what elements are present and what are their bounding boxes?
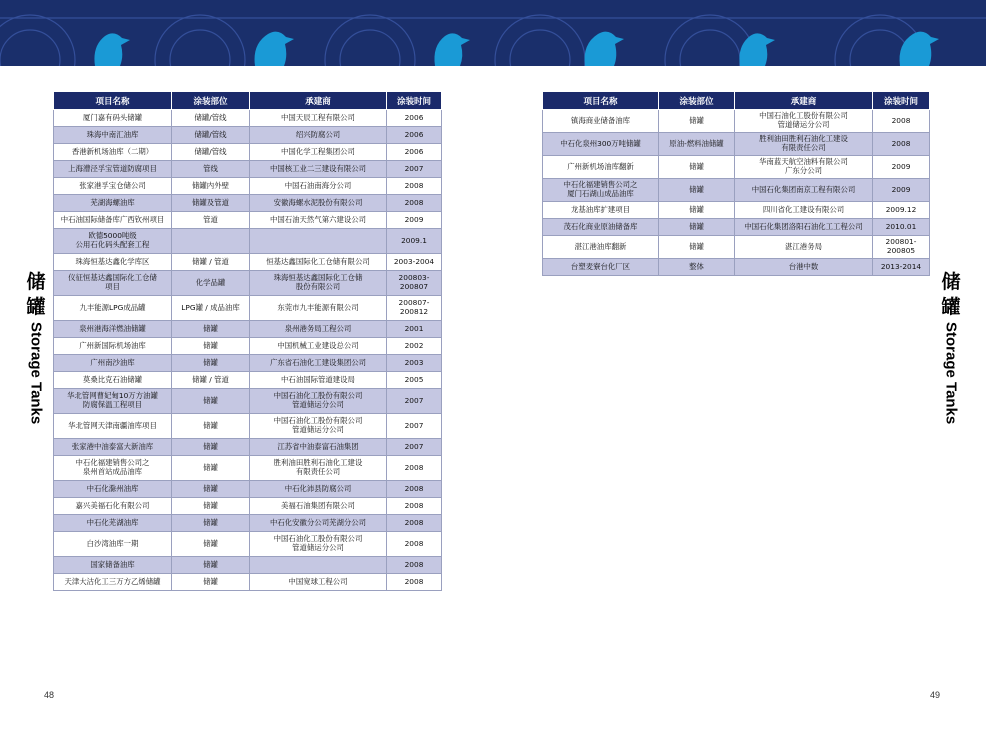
coating-time-cell: 2008	[873, 133, 930, 156]
coating-part-cell	[172, 229, 250, 254]
coating-part-cell: 储罐/管线	[172, 127, 250, 144]
coating-part-cell: 储罐	[172, 532, 250, 557]
coating-part-cell: 原油-燃料油储罐	[659, 133, 735, 156]
table-row	[543, 202, 930, 219]
coating-time-cell: 2006	[387, 110, 442, 127]
contractor-cell: 江苏省中油泰富石油集团	[250, 439, 387, 456]
project-name-cell: 台塑麦寮台化厂区	[543, 259, 659, 276]
table-row	[543, 219, 930, 236]
coating-time-cell: 2008	[387, 557, 442, 574]
col-header-contractor: 承建商	[735, 92, 873, 110]
side-title-zh: 储	[941, 271, 961, 293]
contractor-cell: 泉州港务局工程公司	[250, 321, 387, 338]
project-name-cell: 广州南沙油库	[54, 355, 172, 372]
contractor-cell: 安徽海螺水泥股份有限公司	[250, 195, 387, 212]
page-number-left: 48	[44, 690, 55, 700]
project-name-cell: 白沙湾油库一期	[54, 532, 172, 557]
coating-time-cell: 2009	[873, 179, 930, 202]
table-header-row	[54, 92, 442, 110]
coating-time-cell: 2002	[387, 338, 442, 355]
coating-part-cell: 储罐/管线	[172, 110, 250, 127]
coating-part-cell: 储罐/管线	[172, 144, 250, 161]
contractor-cell: 中国石油化工股份有限公司 管道储运分公司	[250, 389, 387, 414]
coating-part-cell: 储罐	[659, 179, 735, 202]
coating-time-cell: 2009	[387, 212, 442, 229]
right-project-table	[542, 91, 930, 276]
table-row	[54, 195, 442, 212]
coating-time-cell: 2008	[387, 481, 442, 498]
coating-part-cell: 储罐 / 管道	[172, 254, 250, 271]
table-row	[54, 338, 442, 355]
table-row	[54, 439, 442, 456]
contractor-cell: 中石化安徽分公司芜湖分公司	[250, 515, 387, 532]
project-name-cell: 莫桑比克石油储罐	[54, 372, 172, 389]
coating-time-cell: 2008	[387, 195, 442, 212]
contractor-cell	[250, 229, 387, 254]
coating-time-cell: 2008	[387, 456, 442, 481]
coating-time-cell: 2005	[387, 372, 442, 389]
project-name-cell: 中石化泉州300万吨储罐	[543, 133, 659, 156]
contractor-cell: 中国天辰工程有限公司	[250, 110, 387, 127]
table-row	[54, 498, 442, 515]
project-name-cell: 广州新机场油库翻新	[543, 156, 659, 179]
coating-time-cell: 2003	[387, 355, 442, 372]
coating-part-cell: 储罐	[172, 515, 250, 532]
table-row	[54, 574, 442, 591]
left-project-table	[53, 91, 442, 591]
project-name-cell: 广州新国际机场油库	[54, 338, 172, 355]
coating-time-cell: 2013-2014	[873, 259, 930, 276]
contractor-cell: 绍兴防腐公司	[250, 127, 387, 144]
project-name-cell: 嘉兴美福石化有限公司	[54, 498, 172, 515]
contractor-cell: 广东省石油化工建设集团公司	[250, 355, 387, 372]
coating-part-cell: 整体	[659, 259, 735, 276]
coating-time-cell: 2007	[387, 414, 442, 439]
table-row	[54, 456, 442, 481]
contractor-cell: 中国石油天然气第六建设公司	[250, 212, 387, 229]
contractor-cell: 中国石油化工股份有限公司 管道储运分公司	[250, 414, 387, 439]
col-header-contractor: 承建商	[250, 92, 387, 110]
coating-time-cell: 2008	[387, 574, 442, 591]
table-row	[543, 156, 930, 179]
table-row	[54, 321, 442, 338]
contractor-cell: 珠海恒基达鑫国际化工仓储 股份有限公司	[250, 271, 387, 296]
coating-part-cell: LPG罐 / 成品油库	[172, 296, 250, 321]
table-row	[543, 259, 930, 276]
coating-time-cell: 200801- 200805	[873, 236, 930, 259]
coating-part-cell: 储罐	[172, 481, 250, 498]
project-name-cell: 欧德5000吨级 公用石化码头配套工程	[54, 229, 172, 254]
col-header-project: 项目名称	[543, 92, 659, 110]
bird-pattern-graphic	[0, 0, 986, 66]
project-name-cell: 龙基油库扩建项目	[543, 202, 659, 219]
project-name-cell: 香港新机场油库（二期）	[54, 144, 172, 161]
coating-part-cell: 管线	[172, 161, 250, 178]
contractor-cell: 中国机械工业建设总公司	[250, 338, 387, 355]
header-banner	[0, 0, 986, 66]
coating-time-cell: 2007	[387, 161, 442, 178]
coating-time-cell: 2009.12	[873, 202, 930, 219]
coating-part-cell: 储罐	[172, 498, 250, 515]
coating-time-cell: 2006	[387, 144, 442, 161]
table-row	[543, 110, 930, 133]
table-row	[54, 532, 442, 557]
coating-time-cell: 2009.1	[387, 229, 442, 254]
contractor-cell: 胜利油田胜利石油化工建设 有限责任公司	[735, 133, 873, 156]
coating-time-cell: 2007	[387, 439, 442, 456]
coating-time-cell: 2009	[873, 156, 930, 179]
coating-part-cell: 储罐	[659, 219, 735, 236]
table-row	[54, 481, 442, 498]
coating-part-cell: 储罐	[172, 338, 250, 355]
page-number-right: 49	[930, 690, 941, 700]
contractor-cell: 华南蓝天航空油料有限公司 广东分公司	[735, 156, 873, 179]
table-row	[54, 389, 442, 414]
coating-part-cell: 储罐	[172, 355, 250, 372]
table-row	[54, 414, 442, 439]
project-name-cell: 珠海中南汇油库	[54, 127, 172, 144]
project-name-cell: 九丰能源LPG成品罐	[54, 296, 172, 321]
project-name-cell: 中石化福建销售公司之 厦门石湖山成品油库	[543, 179, 659, 202]
coating-time-cell: 2007	[387, 389, 442, 414]
side-title-en: Storage Tanks	[942, 322, 960, 425]
coating-time-cell: 2006	[387, 127, 442, 144]
project-name-cell: 泉州港海洋燃油储罐	[54, 321, 172, 338]
project-name-cell: 华北管网曹妃甸10万方油罐 防腐保温工程项目	[54, 389, 172, 414]
project-name-cell: 中石化滁州油库	[54, 481, 172, 498]
project-name-cell: 珠海恒基达鑫化学库区	[54, 254, 172, 271]
table-row	[54, 212, 442, 229]
table-row	[54, 144, 442, 161]
project-name-cell: 厦门嘉有码头储罐	[54, 110, 172, 127]
table-row	[54, 161, 442, 178]
coating-time-cell: 2008	[387, 515, 442, 532]
contractor-cell: 东莞市九丰能源有限公司	[250, 296, 387, 321]
col-header-time: 涂装时间	[387, 92, 442, 110]
table-header-row	[543, 92, 930, 110]
contractor-cell: 中国石化集团洛阳石油化工工程公司	[735, 219, 873, 236]
col-header-part: 涂装部位	[659, 92, 735, 110]
project-name-cell: 中石化福建销售公司之 泉州首站成品油库	[54, 456, 172, 481]
coating-time-cell: 2003-2004	[387, 254, 442, 271]
project-name-cell: 张家港孚宝仓储公司	[54, 178, 172, 195]
side-title-zh: 罐	[941, 296, 961, 318]
contractor-cell: 中国化学工程集团公司	[250, 144, 387, 161]
contractor-cell: 湛江港务局	[735, 236, 873, 259]
contractor-cell: 中国石油南海分公司	[250, 178, 387, 195]
table-row	[54, 296, 442, 321]
side-title-right	[938, 270, 964, 428]
table-row	[54, 254, 442, 271]
side-title-left	[23, 270, 49, 428]
side-title-zh: 罐	[26, 296, 46, 318]
table-row	[54, 178, 442, 195]
coating-time-cell: 2008	[387, 532, 442, 557]
coating-part-cell: 储罐	[172, 414, 250, 439]
col-header-project: 项目名称	[54, 92, 172, 110]
contractor-cell: 恒基达鑫国际化工仓储有限公司	[250, 254, 387, 271]
coating-part-cell: 储罐	[172, 574, 250, 591]
contractor-cell: 中石油国际管道建设局	[250, 372, 387, 389]
side-title-en: Storage Tanks	[27, 322, 45, 425]
coating-time-cell: 2010.01	[873, 219, 930, 236]
coating-part-cell: 储罐内外壁	[172, 178, 250, 195]
project-name-cell: 镇海商业储备油库	[543, 110, 659, 133]
project-name-cell: 湛江港油库翻新	[543, 236, 659, 259]
table-row	[543, 236, 930, 259]
coating-time-cell: 2008	[873, 110, 930, 133]
project-name-cell: 中石油国际储备库广西钦州项目	[54, 212, 172, 229]
contractor-cell: 台港中数	[735, 259, 873, 276]
coating-part-cell: 储罐	[172, 389, 250, 414]
project-name-cell: 天津大沽化工三万方乙烯储罐	[54, 574, 172, 591]
contractor-cell: 中国核工业二三建设有限公司	[250, 161, 387, 178]
coating-time-cell: 2008	[387, 178, 442, 195]
coating-time-cell: 2008	[387, 498, 442, 515]
project-name-cell: 张家港中油泰富大新油库	[54, 439, 172, 456]
coating-part-cell: 储罐 / 管道	[172, 372, 250, 389]
coating-time-cell: 2001	[387, 321, 442, 338]
contractor-cell: 中国石油化工股份有限公司 管道储运分公司	[250, 532, 387, 557]
project-name-cell: 茂石化商业原油储备库	[543, 219, 659, 236]
table-row	[54, 271, 442, 296]
coating-time-cell: 200803- 200807	[387, 271, 442, 296]
contractor-cell	[250, 557, 387, 574]
coating-part-cell: 储罐	[172, 321, 250, 338]
coating-part-cell: 储罐	[659, 156, 735, 179]
col-header-time: 涂装时间	[873, 92, 930, 110]
contractor-cell: 中国石化集团南京工程有限公司	[735, 179, 873, 202]
coating-part-cell: 储罐	[172, 557, 250, 574]
coating-part-cell: 化学品罐	[172, 271, 250, 296]
contractor-cell: 中国石油化工股份有限公司 管道储运分公司	[735, 110, 873, 133]
project-name-cell: 国家储备油库	[54, 557, 172, 574]
table-row	[54, 110, 442, 127]
table-row	[543, 179, 930, 202]
col-header-part: 涂装部位	[172, 92, 250, 110]
project-name-cell: 芜湖海螺油库	[54, 195, 172, 212]
contractor-cell: 胜利油田胜利石油化工建设 有限责任公司	[250, 456, 387, 481]
project-name-cell: 华北管网天津南疆油库项目	[54, 414, 172, 439]
project-name-cell: 上海漕泾孚宝管道防腐项目	[54, 161, 172, 178]
contractor-cell: 中国宽球工程公司	[250, 574, 387, 591]
table-row	[543, 133, 930, 156]
side-title-zh: 储	[26, 271, 46, 293]
table-row	[54, 557, 442, 574]
coating-part-cell: 储罐	[172, 439, 250, 456]
table-row	[54, 127, 442, 144]
table-row	[54, 515, 442, 532]
table-row	[54, 372, 442, 389]
coating-part-cell: 管道	[172, 212, 250, 229]
coating-part-cell: 储罐	[659, 236, 735, 259]
coating-time-cell: 200807- 200812	[387, 296, 442, 321]
contractor-cell: 四川省化工建设有限公司	[735, 202, 873, 219]
coating-part-cell: 储罐	[172, 456, 250, 481]
contractor-cell: 中石化沛县防腐公司	[250, 481, 387, 498]
project-name-cell: 仪征恒基达鑫国际化工仓储 项目	[54, 271, 172, 296]
table-row	[54, 355, 442, 372]
contractor-cell: 美福石油集团有限公司	[250, 498, 387, 515]
coating-part-cell: 储罐	[659, 202, 735, 219]
table-row	[54, 229, 442, 254]
coating-part-cell: 储罐及管道	[172, 195, 250, 212]
project-name-cell: 中石化芜湖油库	[54, 515, 172, 532]
coating-part-cell: 储罐	[659, 110, 735, 133]
